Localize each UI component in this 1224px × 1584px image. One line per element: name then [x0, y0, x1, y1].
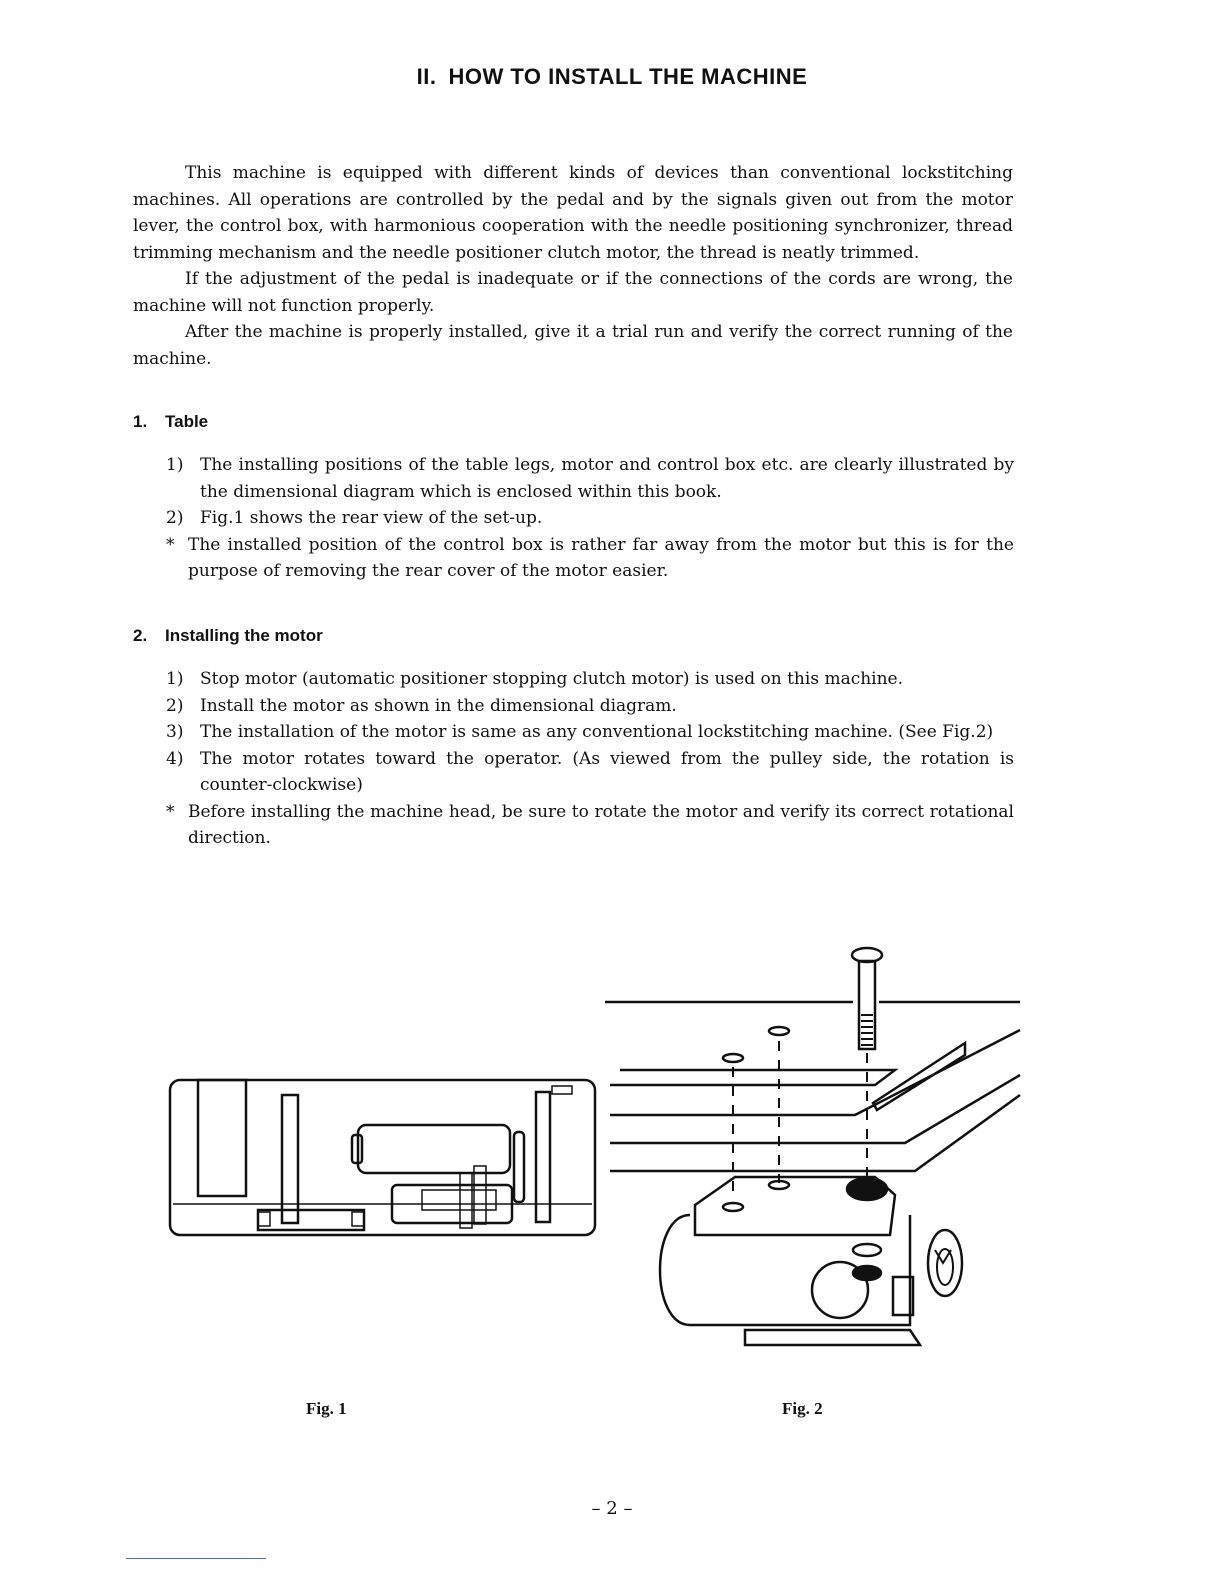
item-marker: 1) [166, 455, 184, 475]
item-text: Stop motor (automatic positioner stopping clutch motor) is used on this machine. [200, 669, 904, 689]
leg-bracket [258, 1210, 364, 1230]
list-item [166, 505, 1014, 532]
control-lever [536, 1092, 550, 1222]
item-marker: 3) [166, 722, 184, 742]
section-motor-list [166, 666, 1014, 852]
list-item [166, 719, 1014, 746]
item-text: The motor rotates toward the operator. (As viewed from the pulley side, the rotation is counter-clockwise) [200, 748, 1014, 795]
section-heading-installing-motor [133, 626, 323, 646]
section-heading-table [133, 412, 208, 432]
item-marker: 2) [166, 695, 184, 716]
page-title [0, 64, 1224, 90]
footer-rule [126, 1558, 266, 1559]
fig1-caption: Fig. 1 [306, 1399, 347, 1418]
upper-nut [847, 1178, 887, 1200]
clutch-housing [812, 1262, 868, 1318]
note-text: The installed position of the control box is rather far away from the motor but this is for the purpose of removing the rear cover of the motor easier. [188, 534, 1014, 581]
item-text: Fig.1 shows the rear view of the set-up. [200, 508, 543, 528]
section-table-list [166, 452, 1014, 585]
washer-left [723, 1054, 743, 1062]
item-marker: 1) [166, 669, 184, 689]
section-title: Installing the motor [165, 626, 323, 645]
note-marker: * [166, 801, 175, 822]
item-marker: 2) [166, 508, 184, 528]
item-text: The installation of the motor is same as any conventional lockstitching machine. (See Fig.2) [200, 722, 994, 742]
bolt-shank [859, 961, 875, 1049]
list-item [166, 666, 1014, 693]
drawer-block [198, 1080, 246, 1196]
list-item [166, 746, 1014, 799]
motor-foot [745, 1330, 920, 1345]
intro-paragraph: This machine is equipped with different kinds of devices than conventional lockstitching machines. All operations are controlled by the pedal and by the signals given out from the motor lever, the control box, with harmonious cooperation with the needle positioning synchronizer, thread trimming mechanism and the needle positioner clutch motor, the thread is neatly trimmed. [133, 163, 1013, 263]
note-marker: * [166, 534, 175, 555]
washer-top [769, 1027, 789, 1035]
motor-body [358, 1125, 510, 1173]
adjust-washer [853, 1244, 881, 1256]
table-outline [170, 1080, 595, 1235]
note-item [166, 532, 1014, 585]
item-text: The installing positions of the table legs, motor and control box etc. are clearly illustrated by the dimensional diagram which is enclosed within this book. [200, 455, 1014, 502]
fig2-motor-installation-diagram [605, 945, 1025, 1365]
intro-text [133, 160, 1013, 372]
list-item [166, 693, 1014, 720]
section-number: 2. [133, 626, 148, 645]
note-text: Before installing the machine head, be sure to rotate the motor and verify its correct rotational direction. [188, 801, 1014, 848]
intro-paragraph: If the adjustment of the pedal is inadequate or if the connections of the cords are wrong, the machine will not function properly. [133, 269, 1013, 316]
title-number: II. [416, 64, 437, 89]
fig1-rear-view-diagram [160, 1070, 605, 1245]
fig2-caption: Fig. 2 [782, 1399, 823, 1418]
table-slot-edge [610, 1070, 895, 1085]
intro-paragraph: After the machine is properly installed, give it a trial run and verify the correct running of the machine. [133, 322, 1013, 369]
item-marker: 4) [166, 748, 184, 769]
title-text: HOW TO INSTALL THE MACHINE [448, 64, 808, 89]
section-title: Table [165, 412, 209, 431]
note-item [166, 799, 1014, 852]
page-number: – 2 – [591, 1498, 633, 1519]
motor-pulley [514, 1132, 524, 1202]
item-text: Install the motor as shown in the dimensional diagram. [200, 695, 677, 716]
table-underside [610, 1030, 1020, 1171]
section-number: 1. [133, 412, 148, 431]
motor-pulley [928, 1230, 962, 1296]
list-item [166, 452, 1014, 505]
